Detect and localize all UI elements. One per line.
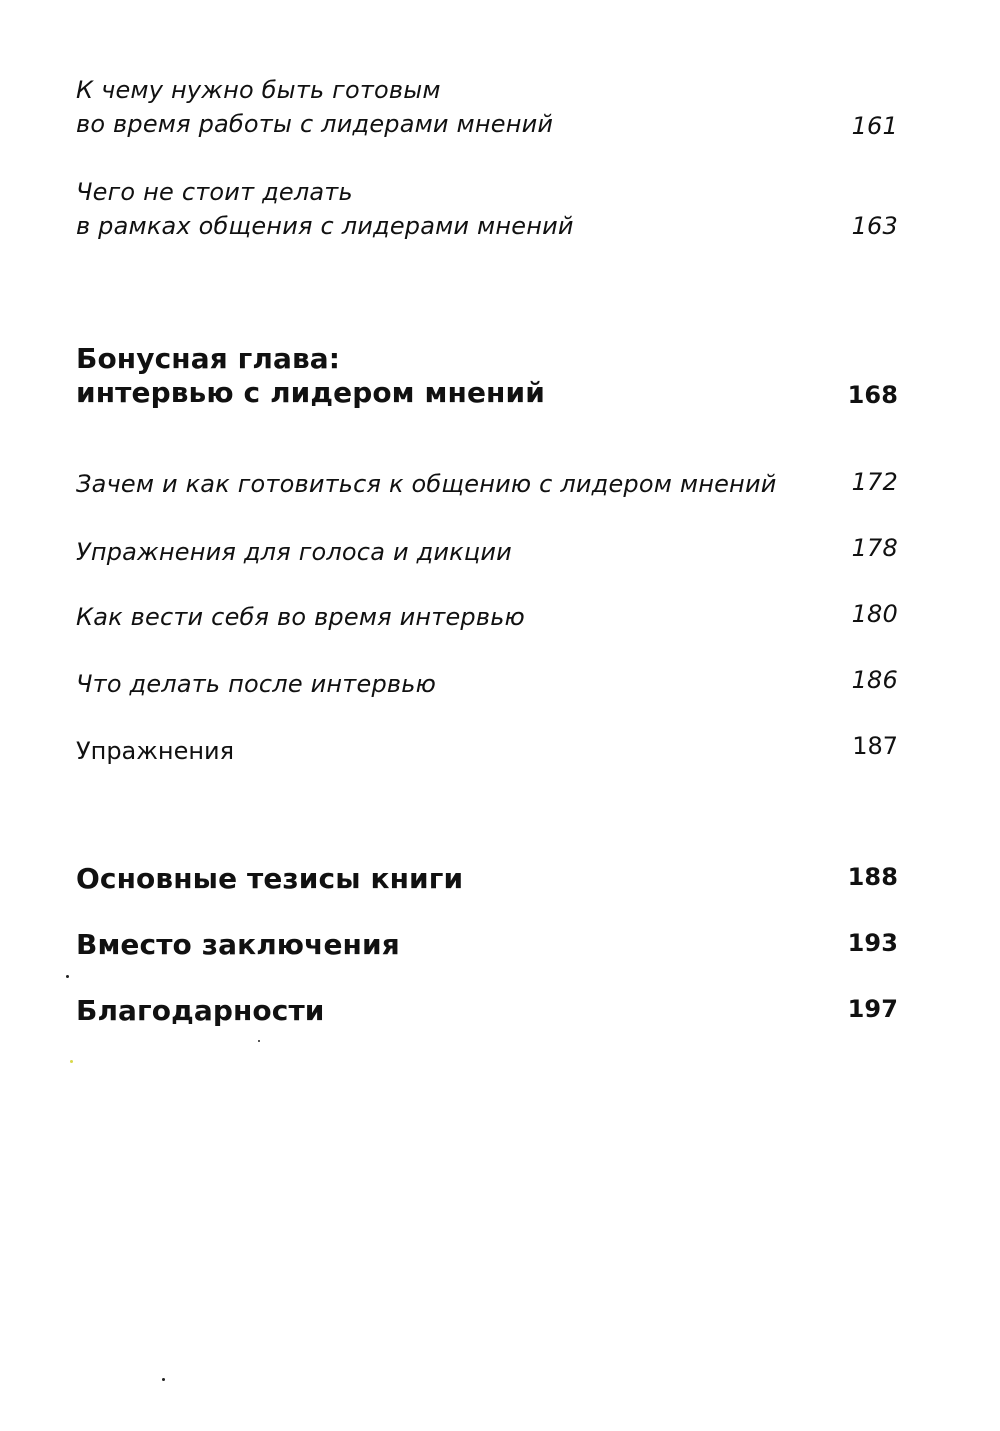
- toc-entry-title: Как вести себя во время интервью: [76, 603, 525, 631]
- toc-entry-page: 163: [851, 212, 898, 240]
- toc-entry-page: 172: [851, 468, 898, 496]
- toc-entry-page: 180: [851, 600, 898, 628]
- toc-chapter-title: Основные тезисы книги: [76, 862, 464, 895]
- scan-speck: [162, 1378, 165, 1381]
- toc-entry: [76, 467, 906, 501]
- toc-chapter: [76, 342, 906, 410]
- toc-entry: [76, 734, 906, 768]
- toc-chapter: [76, 928, 906, 962]
- toc-chapter: [76, 862, 906, 896]
- toc-chapter: [76, 994, 906, 1028]
- toc-entry-page: 186: [851, 666, 898, 694]
- toc-chapter-title: Благодарности: [76, 994, 325, 1027]
- toc-chapter-page: 188: [847, 863, 898, 891]
- toc-entry-title: Чего не стоит делать в рамках общения с лидерами мнений: [76, 178, 574, 240]
- toc-chapter-page: 197: [847, 995, 898, 1023]
- toc-entry-title: Упражнения для голоса и дикции: [76, 538, 512, 566]
- toc-entry-title: Зачем и как готовиться к общению с лидером мнений: [76, 470, 777, 498]
- scan-speck: [70, 1060, 73, 1063]
- toc-entry-page: 161: [851, 112, 898, 140]
- toc-entry-title: Что делать после интервью: [76, 670, 436, 698]
- scan-speck: [66, 975, 69, 978]
- toc-entry-page: 187: [852, 732, 898, 760]
- toc-entry-page: 178: [851, 534, 898, 562]
- toc-entry: [76, 535, 906, 569]
- toc-chapter-title: Вместо заключения: [76, 928, 400, 961]
- toc-entry: [76, 667, 906, 701]
- toc-chapter-page: 193: [847, 929, 898, 957]
- toc-entry: [76, 600, 906, 634]
- toc-entry-title: К чему нужно быть готовым во время работы с лидерами мнений: [76, 76, 554, 138]
- toc-chapter-page: 168: [847, 381, 898, 409]
- toc-entry-title: Упражнения: [76, 737, 235, 765]
- toc-entry: [76, 175, 906, 243]
- toc-chapter-title: Бонусная глава: интервью с лидером мнений: [76, 342, 545, 409]
- toc-entry: [76, 73, 906, 141]
- scan-speck: [258, 1040, 260, 1042]
